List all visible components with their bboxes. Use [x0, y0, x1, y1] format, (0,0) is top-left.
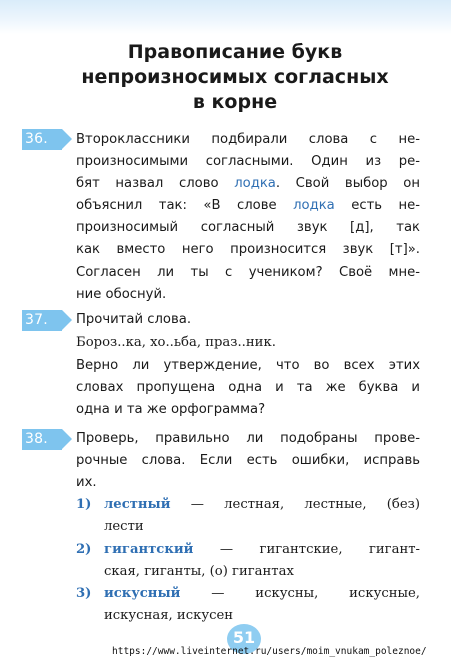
exercise-number-37: 37. [22, 310, 62, 331]
example-word-lodka: лодка [234, 176, 276, 191]
ex36-line-5: произносимый согласный звук [д], так [76, 220, 420, 235]
ex38-line-3: их. [76, 475, 97, 490]
item-3-line-2: искусная, искусен [104, 608, 234, 623]
ex36-line-4 [76, 196, 420, 216]
item-2-word: гигантский [104, 542, 194, 557]
item-1-line-2: лести [104, 519, 144, 534]
ex36-question-1: Согласен ли ты с учеником? Своё мне- [76, 265, 420, 280]
ex36-line-4-b: есть не- [334, 198, 420, 213]
ex36-line-3 [76, 174, 420, 194]
title-line-2: непроизносимых согласных [81, 66, 389, 88]
ex36-line-6: как вместо него произносится звук [т]». [76, 242, 420, 257]
title-line-3: в корне [192, 91, 278, 113]
page-number: 51 [232, 628, 256, 647]
ex36-line-4-a: объяснил так: «В слове [76, 198, 294, 213]
ex38-line-1: Проверь, правильно ли подобраны прове- [76, 431, 420, 446]
item-2-line-1 [104, 540, 420, 560]
ex38-line-2: рочные слова. Если есть ошибки, исправь [76, 453, 420, 468]
ex37-words: Бороз..ка, хо..ьба, праз..ник. [76, 335, 276, 350]
item-3-word: искусный [104, 586, 181, 601]
item-1-rest: — лестная, лестные, (без) [170, 497, 420, 512]
ex36-line-1: Второклассники подбирали слова с не- [76, 132, 420, 147]
ex36-line-3-a: бят назвал слово [76, 176, 235, 191]
ex37-question-1: Верно ли утверждение, что во всех этих [76, 358, 420, 373]
item-1-word: лестный [104, 497, 171, 512]
exercise-number-36: 36. [22, 129, 62, 150]
source-url-watermark: https://www.liveinternet.ru/users/moim_vnukam_poleznoe/ [112, 646, 427, 657]
item-number-1: 1) [76, 497, 92, 512]
item-1-line-1 [104, 495, 420, 515]
item-3-rest: — искусны, искусные, [180, 586, 420, 601]
item-2-line-2: ская, гиганты, (о) гигантах [104, 564, 294, 579]
exercise-number-38: 38. [22, 429, 62, 450]
ex37-task: Прочитай слова. [76, 312, 192, 327]
item-number-2: 2) [76, 542, 92, 557]
ex36-line-3-b: . Свой выбор он [275, 176, 420, 191]
item-3-line-1 [104, 584, 420, 604]
item-2-rest: — гигантские, гигант- [193, 542, 420, 557]
top-gradient-band [0, 0, 451, 34]
title-line-1: Правописание букв [127, 41, 343, 63]
item-number-3: 3) [76, 586, 92, 601]
page-title [40, 40, 430, 115]
ex37-question-2: словах пропущена одна и та же буква и [76, 380, 420, 395]
ex37-question-3: одна и та же орфограмма? [76, 402, 266, 417]
ex36-question-2: ние обоснуй. [76, 287, 167, 302]
example-word-lodka-2: лодка [293, 198, 335, 213]
ex36-line-2: произносимыми согласными. Один из ре- [76, 154, 420, 169]
